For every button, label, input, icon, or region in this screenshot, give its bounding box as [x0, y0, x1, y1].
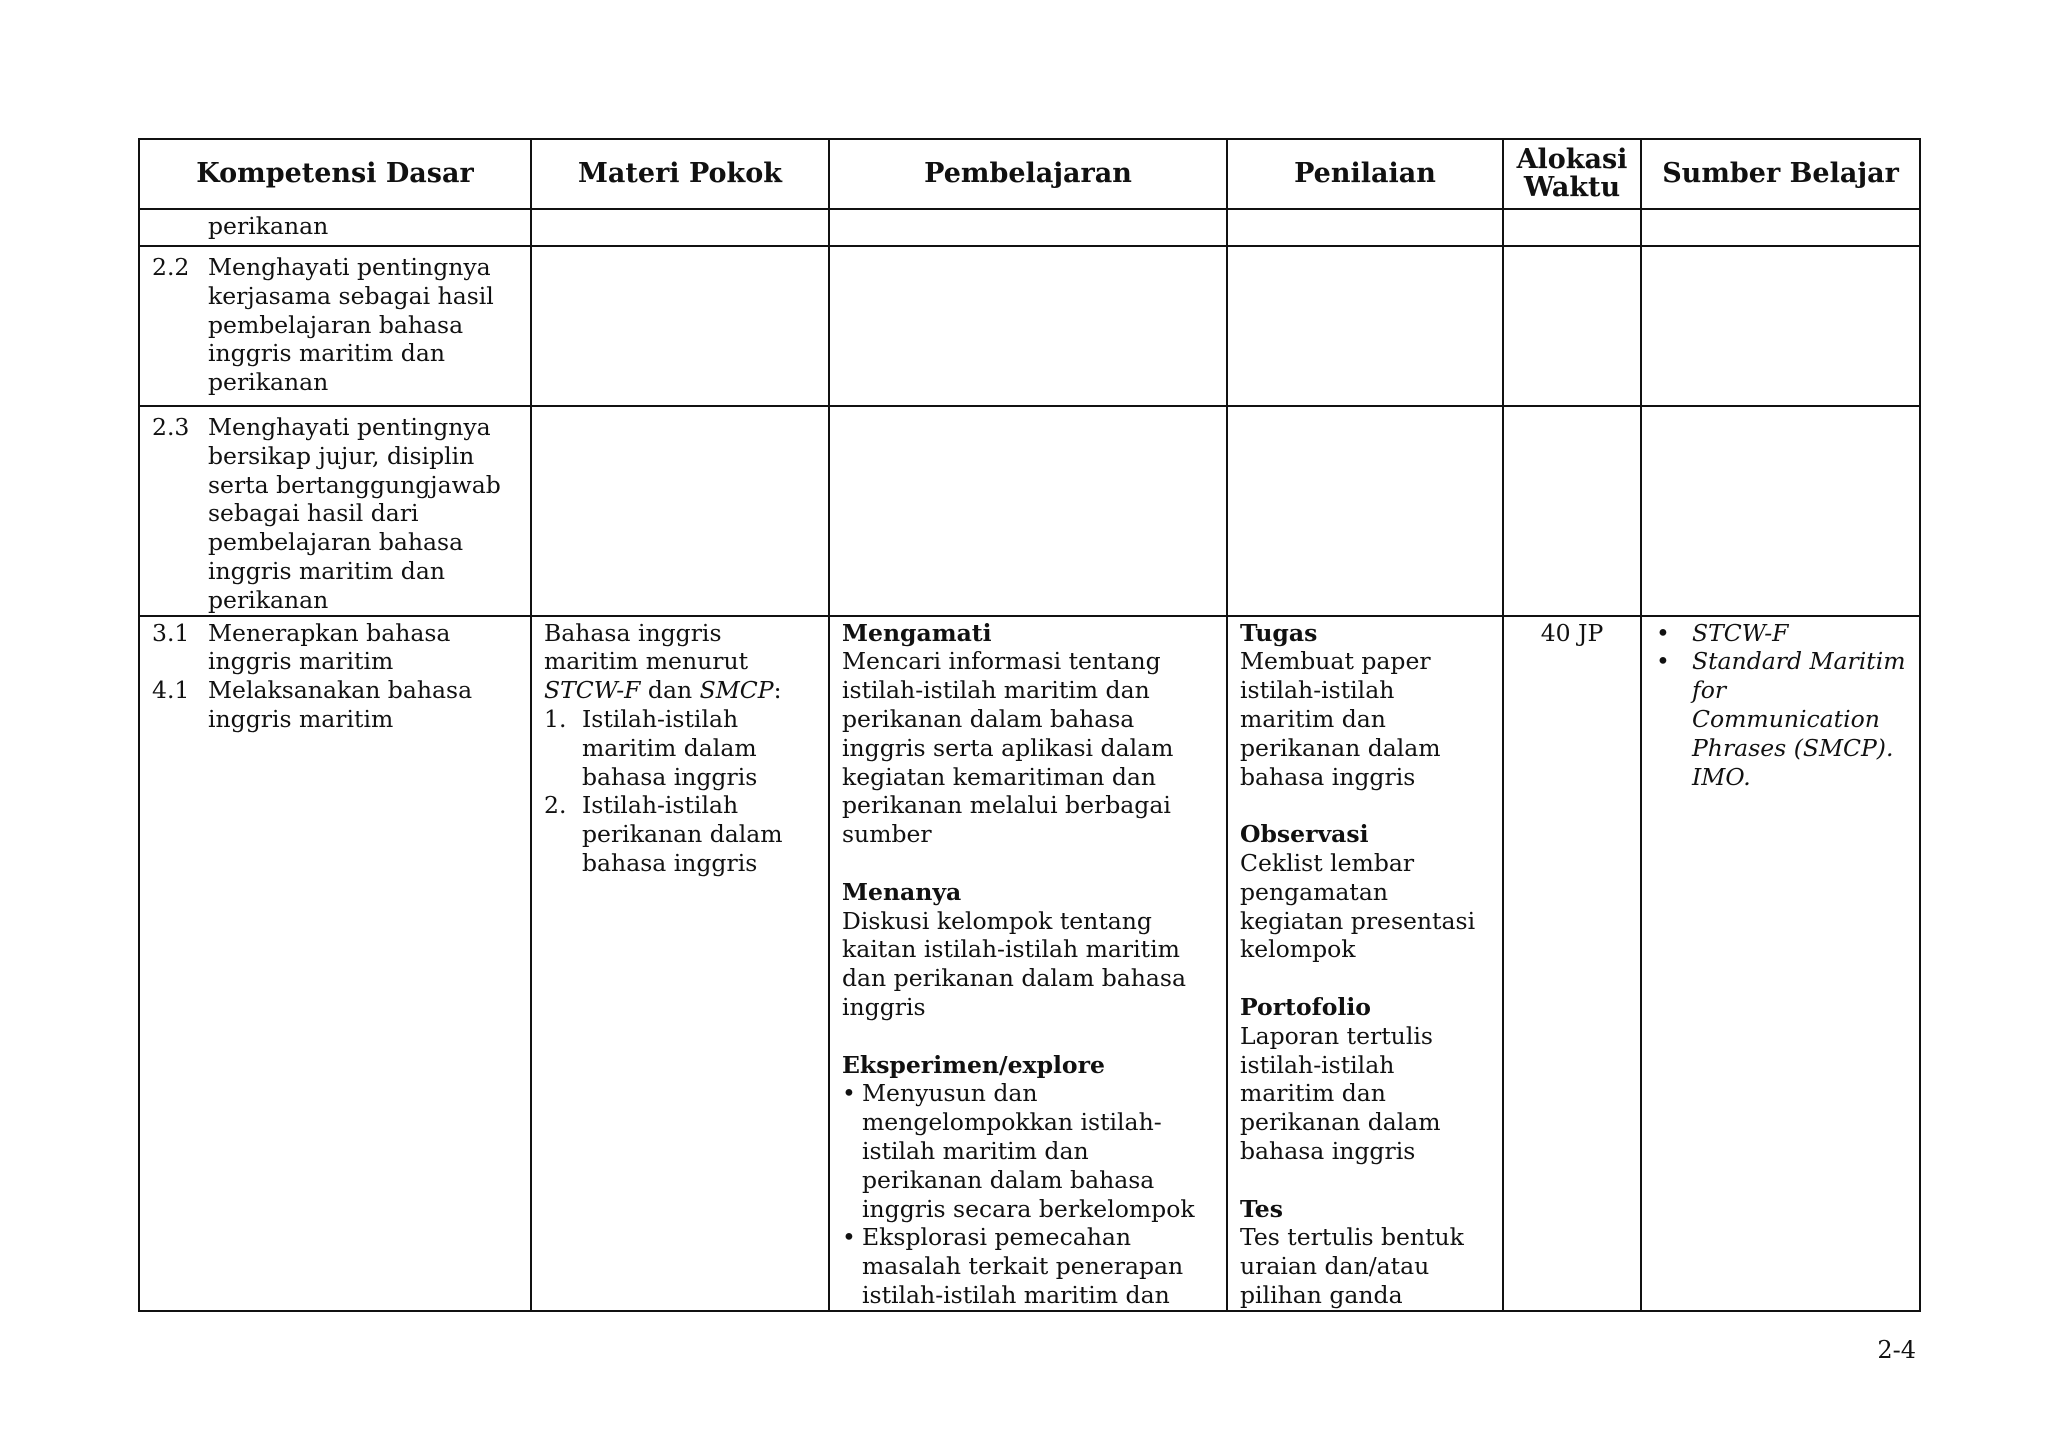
penilaian-cell: [1227, 616, 1503, 1311]
tugas-text: Membuat paper istilah-istilah maritim dan perikanan dalam bahasa inggris: [1240, 647, 1441, 791]
header-row: [139, 139, 1920, 209]
alokasi-value: 40 JP: [1540, 618, 1604, 647]
sumber-list: [1656, 619, 1911, 792]
bullet-icon: •: [842, 1223, 856, 1252]
kompetensi-number: 2.2: [152, 253, 190, 281]
mengamati-heading: Mengamati: [842, 618, 992, 647]
materi-pokok-cell: [531, 616, 829, 1311]
list-item: • Standard Maritim for Communication Phrases (SMCP). IMO.: [1656, 647, 1906, 791]
kompetensi-text: Melaksanakan bahasa inggris maritim: [208, 676, 473, 733]
tes-heading: Tes: [1240, 1194, 1283, 1223]
observasi-text: Ceklist lembar pengamatan kegiatan presentasi kelompok: [1240, 848, 1476, 964]
bullet-icon: •: [1656, 618, 1670, 647]
bullet-icon: •: [1656, 647, 1670, 676]
list-item: • Menyusun dan mengelompokkan istilah-istilah maritim dan perikanan dalam bahasa inggris secara berkelompok: [842, 1079, 1195, 1223]
smcp-reference: SMCP: [699, 676, 774, 705]
header-pembelajaran: Pembelajaran: [829, 139, 1227, 209]
stcw-reference: STCW-F: [544, 676, 641, 705]
page-number: 2-4: [1877, 1336, 1916, 1364]
table-row: [139, 209, 1920, 246]
portofolio-text: Laporan tertulis istilah-istilah maritim dan perikanan dalam bahasa inggris: [1240, 1021, 1441, 1165]
header-sumber-belajar: Sumber Belajar: [1641, 139, 1920, 209]
kompetensi-text: Menerapkan bahasa inggris maritim: [208, 618, 451, 676]
kompetensi-text: perikanan: [208, 212, 329, 240]
header-penilaian: Penilaian: [1227, 139, 1503, 209]
menanya-heading: Menanya: [842, 877, 962, 906]
alokasi-waktu-cell: [1503, 616, 1641, 1311]
kompetensi-number: 2.3: [152, 413, 190, 441]
kompetensi-cell: [139, 209, 531, 246]
kompetensi-number: 3.1: [152, 618, 190, 647]
table-row: [139, 616, 1920, 1311]
mengamati-text: Mencari informasi tentang istilah-istilah maritim dan perikanan dalam bahasa inggris serta aplikasi dalam kegiatan kemaritiman dan perikanan melalui berbagai sumber: [842, 647, 1174, 849]
sumber-belajar-cell: [1641, 616, 1920, 1311]
list-item: • STCW-F: [1656, 618, 1789, 647]
eksperimen-list: [842, 1079, 1216, 1309]
materi-list: [544, 705, 820, 878]
kompetensi-text: Menghayati pentingnya kerjasama sebagai hasil pembelajaran bahasa inggris maritim dan perikanan: [208, 253, 494, 397]
eksperimen-heading: Eksperimen/explore: [842, 1050, 1105, 1079]
table-row: [139, 406, 1920, 616]
bullet-icon: •: [842, 1079, 856, 1108]
portofolio-heading: Portofolio: [1240, 992, 1371, 1021]
kompetensi-cell: [139, 246, 531, 406]
kompetensi-text: Menghayati pentingnya bersikap jujur, disiplin serta bertanggungjawab sebagai hasil dari pembelajaran bahasa inggris maritim dan perikanan: [208, 413, 501, 614]
kompetensi-cell: [139, 406, 531, 616]
pembelajaran-cell: [829, 616, 1227, 1311]
header-materi-pokok: Materi Pokok: [531, 139, 829, 209]
tes-text: Tes tertulis bentuk uraian dan/atau pilihan ganda: [1240, 1223, 1464, 1309]
syllabus-table: [138, 138, 1921, 1312]
observasi-heading: Observasi: [1240, 820, 1369, 849]
menanya-text: Diskusi kelompok tentang kaitan istilah-istilah maritim dan perikanan dalam bahasa inggris: [842, 906, 1186, 1021]
materi-intro: Bahasa inggris maritim menurut STCW-F dan SMCP:: [544, 618, 782, 705]
list-item: 1. Istilah-istilah maritim dalam bahasa inggris: [544, 704, 758, 791]
kompetensi-cell: [139, 616, 531, 1311]
table-row: [139, 246, 1920, 406]
tugas-heading: Tugas: [1240, 618, 1318, 647]
header-kompetensi-dasar: Kompetensi Dasar: [139, 139, 531, 209]
list-item: 2. Istilah-istilah perikanan dalam bahasa inggris: [544, 791, 783, 877]
list-item: • Eksplorasi pemecahan masalah terkait penerapan istilah-istilah maritim dan: [842, 1223, 1184, 1309]
kompetensi-number: 4.1: [152, 676, 190, 705]
header-alokasi-waktu: Alokasi Waktu: [1503, 139, 1641, 209]
